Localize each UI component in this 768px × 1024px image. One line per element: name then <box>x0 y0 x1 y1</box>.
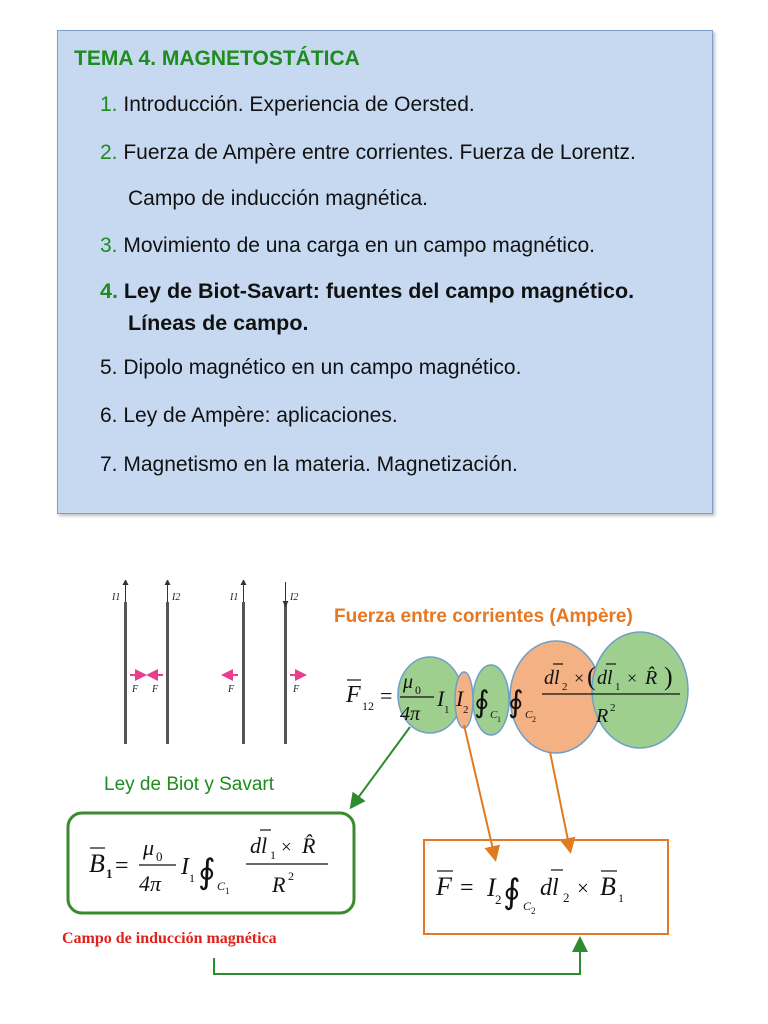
item-number: 7. <box>100 453 118 476</box>
eq-Rhat: R̂ <box>645 667 658 689</box>
eq-dl: dl <box>544 667 560 689</box>
eq-I: I <box>456 686 464 711</box>
orange-arrow-dl2 <box>550 752 570 850</box>
eq-subscript: 2 <box>562 681 568 693</box>
eq-subscript: 2 <box>495 892 502 907</box>
eq-equals: = <box>460 875 474 901</box>
eq-integral: ∮ <box>508 686 524 719</box>
eq-subscript: 1 <box>106 866 113 881</box>
eq-paren: ( <box>587 662 596 691</box>
eq-integral: ∮ <box>474 686 490 719</box>
eq-mu: μ <box>403 671 414 693</box>
green-arrow-field-to-force <box>214 940 580 974</box>
item-text: Ley de Biot-Savart: fuentes del campo magnético. <box>123 279 635 303</box>
force-label: F <box>152 684 159 695</box>
item-text: Introducción. Experiencia de Oersted. <box>123 93 475 116</box>
eq-subscript: 1 <box>189 871 195 885</box>
eq-superscript: 2 <box>288 869 294 883</box>
eq-superscript: 2 <box>610 702 616 714</box>
eq-times: × <box>574 668 585 688</box>
wire-label: I1 <box>112 592 121 603</box>
eq-integral: ∮ <box>198 854 216 891</box>
eq-R: R <box>596 705 609 727</box>
eq-I: I <box>181 854 189 880</box>
item-number: 5. <box>100 356 118 379</box>
eq-times: × <box>281 837 292 858</box>
eq-B: B <box>600 872 616 901</box>
wire-label: I1 <box>230 592 239 603</box>
eq-integral: ∮ <box>503 874 521 911</box>
item-number: 4. <box>100 279 118 303</box>
eq-mu: μ <box>143 835 155 860</box>
item-text: Fuerza de Ampère entre corrientes. Fuerza de Lorentz. <box>123 141 636 164</box>
eq-dl: dl <box>540 875 559 901</box>
eq-subscript: 2 <box>531 906 536 916</box>
orange-arrow-i2 <box>464 725 495 858</box>
eq-contour: C <box>490 709 498 721</box>
eq-subscript: 1 <box>618 891 624 905</box>
dl2-highlight <box>510 641 602 753</box>
eq-equals: = <box>380 683 393 708</box>
eq-I: I <box>487 873 496 902</box>
eq-subscript: 2 <box>563 890 570 905</box>
eq-I: I <box>437 686 445 711</box>
green-arrow-to-biot <box>352 727 410 806</box>
eq-subscript: 1 <box>497 715 501 724</box>
eq-subscript: 1 <box>225 886 230 896</box>
cross-product-highlight <box>592 632 688 748</box>
ampere-title: Fuerza entre corrientes (Ampère) <box>334 606 633 627</box>
item-number: 1. <box>100 93 118 116</box>
item-text: Ley de Ampère: aplicaciones. <box>123 404 398 427</box>
eq-dl: dl <box>250 833 268 858</box>
eq-symbol: F <box>346 682 361 708</box>
eq-subscript: 2 <box>463 704 469 716</box>
eq-Rhat: R̂ <box>302 833 316 858</box>
topic-title: TEMA 4. MAGNETOSTÁTICA <box>74 47 360 70</box>
eq-symbol: F <box>436 872 452 901</box>
force-label: F <box>132 684 139 695</box>
eq-4pi: 4π <box>139 871 162 896</box>
eq-subscript: 0 <box>415 683 421 697</box>
item-text: Movimiento de una carga en un campo magnético. <box>123 234 595 257</box>
eq-subscript: 1 <box>270 848 276 862</box>
force-label: F <box>228 684 235 695</box>
topic-item-4-continuation: Líneas de campo. <box>128 311 309 335</box>
field-caption: Campo de inducción magnética <box>62 930 277 947</box>
eq-subscript: 1 <box>615 681 621 693</box>
eq-subscript: 2 <box>532 715 536 724</box>
item-text: Magnetismo en la materia. Magnetización. <box>123 453 518 476</box>
eq-4pi: 4π <box>400 703 421 725</box>
eq-subscript: 0 <box>156 849 163 864</box>
eq-R: R <box>272 872 286 897</box>
force-label: F <box>293 684 300 695</box>
eq-subscript: 12 <box>362 699 374 713</box>
wire-label: I2 <box>290 592 299 603</box>
biot-savart-title: Ley de Biot y Savart <box>104 774 275 795</box>
eq-equals: = <box>115 853 129 879</box>
eq-times: × <box>577 876 589 900</box>
eq-times: × <box>627 668 638 688</box>
eq-contour: C <box>525 709 533 721</box>
item-text: Dipolo magnético en un campo magnético. <box>123 356 522 379</box>
eq-subscript: 1 <box>444 704 450 716</box>
topic-item-2-continuation: Campo de inducción magnética. <box>128 187 429 210</box>
eq-paren: ) <box>664 662 673 691</box>
eq-dl: dl <box>597 667 613 689</box>
item-number: 6. <box>100 404 118 427</box>
item-number: 3. <box>100 234 118 257</box>
eq-contour: C <box>217 879 226 893</box>
wire-label: I2 <box>172 592 181 603</box>
item-number: 2. <box>100 141 118 164</box>
eq-B: B <box>89 849 105 878</box>
eq-contour: C <box>523 899 532 913</box>
